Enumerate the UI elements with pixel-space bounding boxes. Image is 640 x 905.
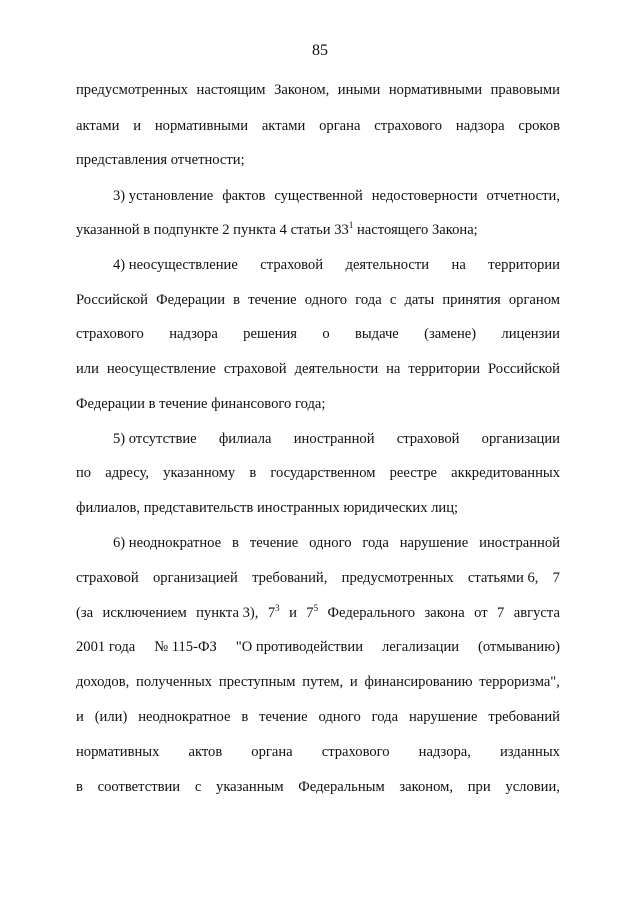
text-line: Федерации в течение финансового года; [76,396,326,412]
text-line: актами и нормативными актами органа страхового надзора сроков [76,118,560,134]
text-line: 2001 года № 115-ФЗ "О противодействии легализации (отмыванию) [76,639,560,655]
superscript: 1 [348,220,354,230]
text-line: 4) неосуществление страховой деятельности на территории [113,257,560,273]
text-line: 6) неоднократное в течение одного года нарушение иностранной [113,535,560,551]
text-line: 3) установление фактов существенной недостоверности отчетности, [113,188,560,204]
text-line: доходов, полученных преступным путем, и финансированию терроризма", [76,674,560,690]
text-line: нормативных актов органа страхового надзора, изданных [76,744,560,760]
text-line: 5) отсутствие филиала иностранной страховой организации [113,431,560,447]
text-line: филиалов, представительств иностранных юридических лиц; [76,500,459,516]
text-line: страховой организацией требований, предусмотренных статьями 6, 7 [76,570,560,586]
superscript: 5 [313,603,319,613]
text-line: в соответствии с указанным Федеральным законом, при условии, [76,779,560,795]
superscript: 3 [275,603,280,613]
text-line: Российской Федерации в течение одного года с даты принятия органом [76,292,560,308]
text-line: по адресу, указанному в государственном реестре аккредитованных [76,465,560,481]
text-line: (за исключением пункта 3), $7^3$ и $7^5$ Федерального закона от 7 августа [76,603,560,621]
page-number: 85 [312,42,328,59]
text-line: указанной в подпункте 2 пункта 4 статьи $33^1$ настоящего Закона; [76,220,478,238]
text-line: и (или) неоднократное в течение одного года нарушение требований [76,709,560,725]
text-line: представления отчетности; [76,152,245,168]
text-line: страхового надзора решения о выдаче (замене) лицензии [76,326,560,342]
text-line: или неосуществление страховой деятельности на территории Российской [76,361,560,377]
text-line: предусмотренных настоящим Законом, иными нормативными правовыми [76,82,560,98]
